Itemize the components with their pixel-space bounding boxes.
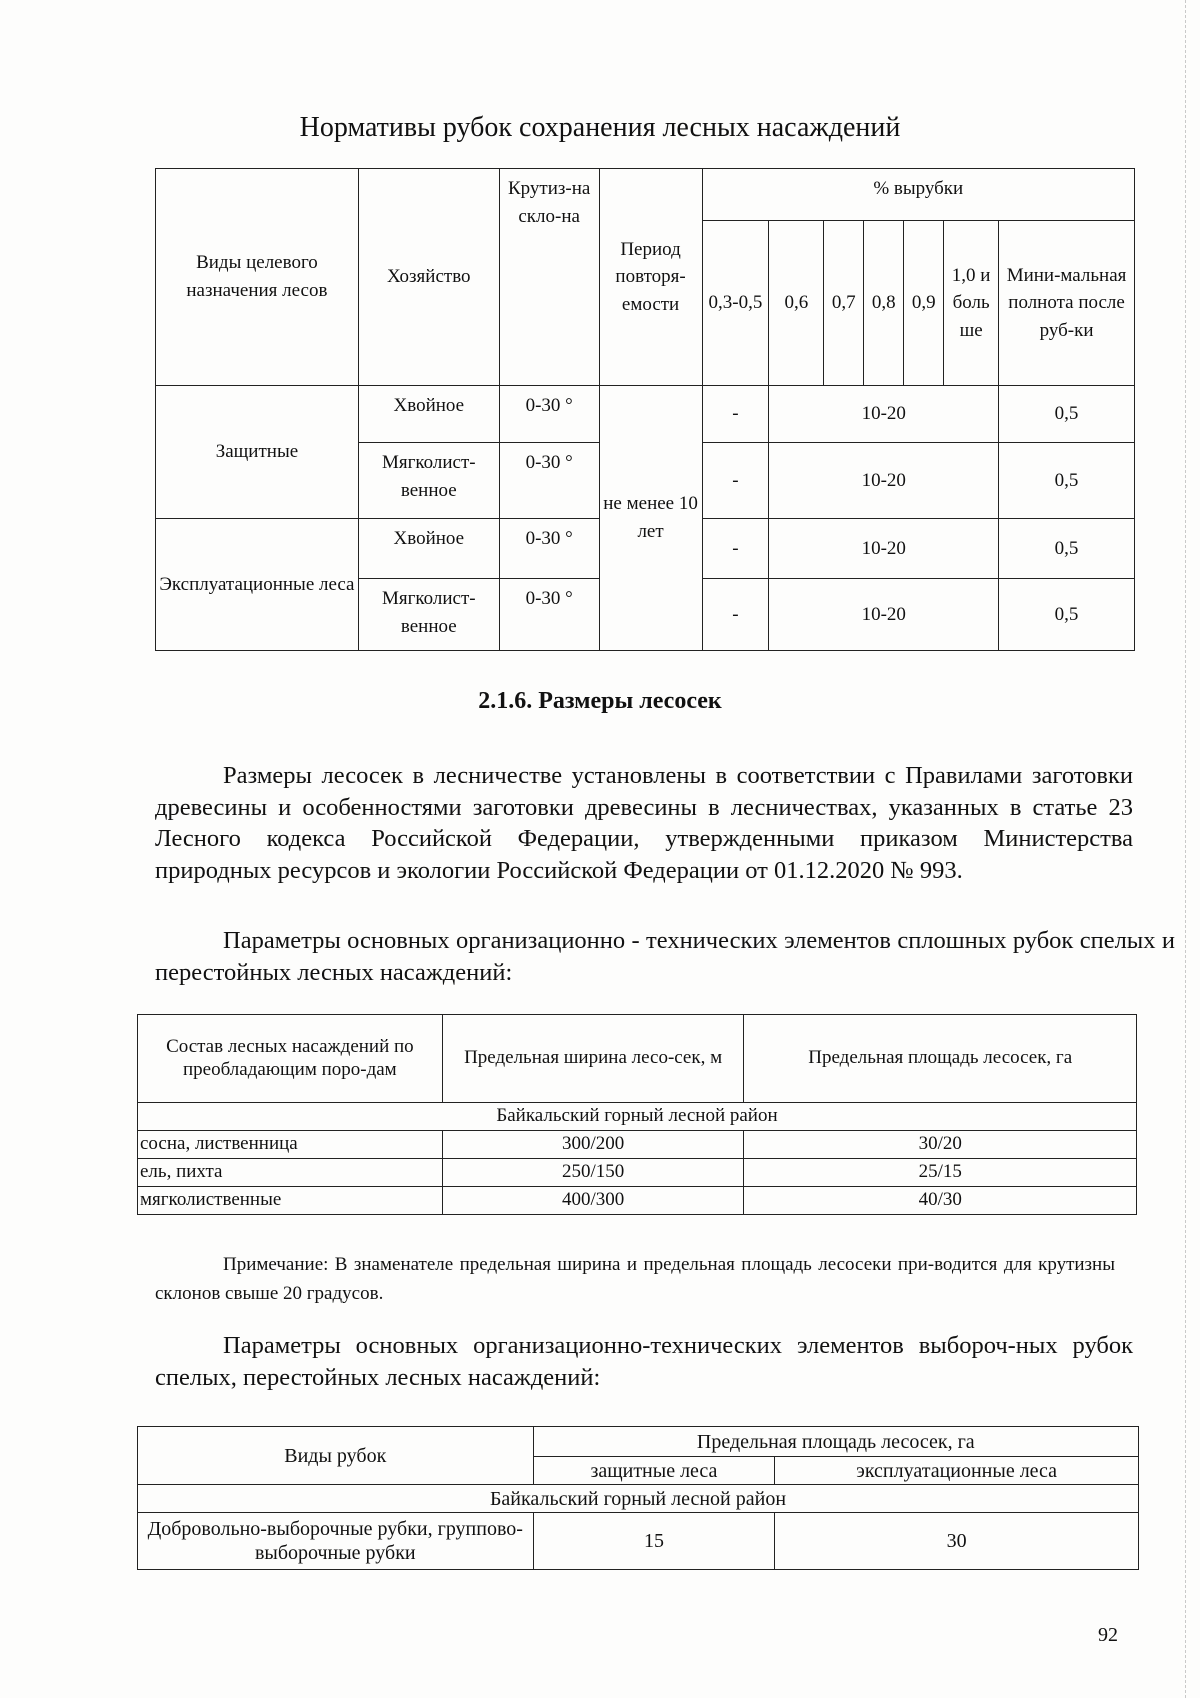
area-cell: 40/30	[744, 1187, 1137, 1215]
selective-cut-params-table	[137, 1426, 1139, 1570]
group-name: Эксплуатационные леса	[156, 519, 359, 651]
species-cell: мягколиственные	[138, 1187, 443, 1215]
header-slope: Крутиз-на скло-на	[499, 169, 599, 386]
page-number: 92	[1098, 1624, 1118, 1646]
slope-cell: 0-30 °	[499, 579, 599, 651]
min-density-cell: 0,5	[999, 386, 1135, 443]
farm-cell: Хвойное	[358, 519, 499, 579]
header-species: Состав лесных насаждений по преобладающим поро-дам	[138, 1015, 443, 1103]
group-name: Защитные	[156, 386, 359, 519]
region-row: Байкальский горный лесной район	[138, 1485, 1139, 1513]
table-note: Примечание: В знаменателе предельная ширина и предельная площадь лесосеки при-водится для крутизны склонов свыше 20 градусов.	[155, 1254, 1115, 1304]
protective-area-cell: 15	[533, 1513, 775, 1570]
header-farm: Хозяйство	[358, 169, 499, 386]
farm-cell: Мягколист-венное	[358, 443, 499, 519]
cut-range-cell: 10-20	[769, 443, 999, 519]
header-period: Период повторя-емости	[599, 169, 702, 386]
cut-range-cell: 10-20	[769, 386, 999, 443]
period-cell: не менее 10 лет	[599, 386, 702, 651]
header-cut-kind: Виды рубок	[138, 1427, 534, 1485]
header-cut-percent: % вырубки	[702, 169, 1134, 221]
cut-range-cell: 10-20	[769, 579, 999, 651]
area-cell: 30/20	[744, 1131, 1137, 1159]
header-protective: защитные леса	[533, 1457, 775, 1485]
paragraph-selective-cut-params: Параметры основных организационно-технических элементов выбороч-ных рубок спелых, перестойных лесных насаждений:	[155, 1332, 1133, 1391]
cutting-norms-table	[155, 168, 1135, 651]
paragraph-cutting-sizes: Размеры лесосек в лесничестве установлены в соответствии с Правилами заготовки древесины и особенностями заготовки древесины в лесничествах, указанных в статье 23 Лесного кодекса Российской Федерации, утвержденными приказом Министерства природных ресурсов и экологии Российской Федерации от 01.12.2020 № 993.	[155, 762, 1133, 884]
cut-03-05-cell: -	[702, 443, 769, 519]
header-06: 0,6	[769, 221, 824, 386]
header-area: Предельная площадь лесосек, га	[744, 1015, 1137, 1103]
header-09: 0,9	[904, 221, 944, 386]
farm-cell: Хвойное	[358, 386, 499, 443]
species-cell: ель, пихта	[138, 1159, 443, 1187]
header-target: Виды целевого назначения лесов	[156, 169, 359, 386]
cut-range-cell: 10-20	[769, 519, 999, 579]
cut-03-05-cell: -	[702, 579, 769, 651]
header-10: 1,0 и боль ше	[944, 221, 999, 386]
slope-cell: 0-30 °	[499, 443, 599, 519]
cut-03-05-cell: -	[702, 519, 769, 579]
exploitation-area-cell: 30	[775, 1513, 1139, 1570]
header-03-05: 0,3-0,5	[702, 221, 769, 386]
slope-cell: 0-30 °	[499, 386, 599, 443]
header-08: 0,8	[864, 221, 904, 386]
header-area-group: Предельная площадь лесосек, га	[533, 1427, 1138, 1457]
area-cell: 25/15	[744, 1159, 1137, 1187]
table1-title: Нормативы рубок сохранения лесных насаждений	[299, 112, 901, 143]
farm-cell: Мягколист-венное	[358, 579, 499, 651]
width-cell: 250/150	[442, 1159, 744, 1187]
cut-03-05-cell: -	[702, 386, 769, 443]
paragraph-clear-cut-params: Параметры основных организационно - технических элементов сплошных рубок спелых и перестойных лесных насаждений:	[155, 927, 1175, 986]
header-width: Предельная ширина лесо-сек, м	[442, 1015, 744, 1103]
min-density-cell: 0,5	[999, 579, 1135, 651]
width-cell: 400/300	[442, 1187, 744, 1215]
section-heading: 2.1.6. Размеры лесосек	[478, 688, 722, 714]
species-cell: сосна, лиственница	[138, 1131, 443, 1159]
min-density-cell: 0,5	[999, 443, 1135, 519]
header-min-density: Мини-мальная полнота после руб-ки	[999, 221, 1135, 386]
width-cell: 300/200	[442, 1131, 744, 1159]
slope-cell: 0-30 °	[499, 519, 599, 579]
clear-cut-params-table	[137, 1014, 1137, 1215]
header-07: 0,7	[824, 221, 864, 386]
min-density-cell: 0,5	[999, 519, 1135, 579]
header-exploitation: эксплуатационные леса	[775, 1457, 1139, 1485]
region-row: Байкальский горный лесной район	[138, 1103, 1137, 1131]
cut-kind-cell: Добровольно-выборочные рубки, группово-выборочные рубки	[138, 1513, 534, 1570]
page-edge	[1185, 0, 1186, 1698]
